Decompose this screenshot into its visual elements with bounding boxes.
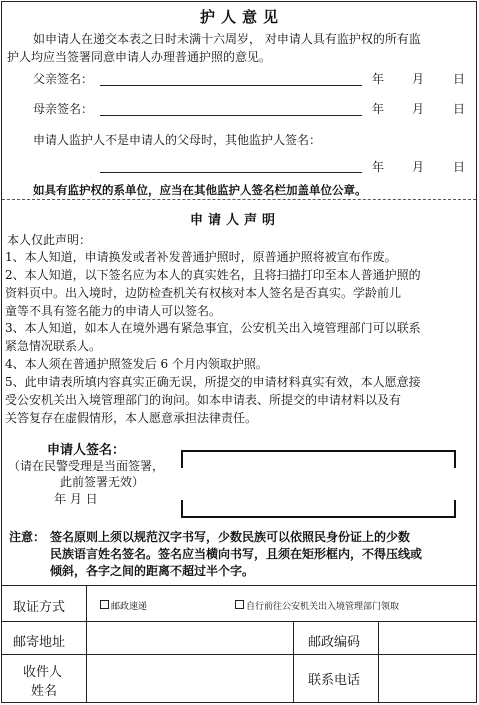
mother-month: 月: [412, 102, 425, 116]
other-guardian-sign-line[interactable]: [100, 172, 362, 173]
declaration-line: 资料页中。出入境时，边防检查机关有权核对本人签名是否真实。学龄前儿: [5, 286, 402, 300]
signature-box-bottom: [181, 516, 456, 518]
option-post-express[interactable]: [100, 599, 147, 612]
table-col-border: [86, 585, 87, 703]
signature-box-corner: [181, 450, 183, 468]
table-row-border: [2, 621, 476, 622]
mother-day: 日: [453, 102, 466, 116]
declaration-line: 5、此申请表所填内容真实正确无误，所提交的申请材料真实有效，本人愿意接: [5, 375, 421, 389]
applicant-sign-label: 申请人签名：: [47, 443, 126, 458]
other-year: 年: [372, 160, 385, 174]
table-col-border: [293, 621, 294, 703]
note-label: 注意：: [9, 530, 46, 544]
other-day: 日: [453, 160, 466, 174]
postcode-label: 邮政编码: [308, 635, 361, 650]
unit-seal-note: 如具有监护权的系单位，应当在其他监护人签名栏加盖单位公章。: [33, 183, 367, 197]
signature-box[interactable]: [181, 450, 456, 518]
table-col-border: [378, 621, 379, 703]
guardian-title: 护人意见: [200, 8, 285, 26]
recipient-label-2: 姓名: [31, 684, 58, 699]
mother-sign-label: 母亲签名：: [33, 102, 94, 116]
option-post-label: 邮政速递: [111, 602, 148, 612]
father-sign-label: 父亲签名：: [33, 72, 94, 86]
mail-address-label: 邮寄地址: [13, 635, 66, 650]
father-month: 月: [412, 72, 425, 86]
declaration-line: 4、本人须在普通护照签发后 6 个月内领取护照。: [5, 357, 268, 371]
declaration-line: 童等不具有签名能力的申请人可以签名。: [5, 304, 222, 318]
declaration-lead: 本人仅此声明：: [7, 233, 92, 247]
mother-year: 年: [372, 102, 385, 116]
guardian-intro-line2: 护人均应当签署同意申请人办理普通护照的意见。: [7, 50, 272, 64]
note-line: 民族语言姓名签名。签名应当横向书写，且须在矩形框内，不得压线或: [50, 547, 423, 561]
signature-box-corner: [454, 500, 456, 518]
sign-note-1: （请在民警受理是当面签署，: [8, 459, 165, 473]
note-line: 倾斜，各字之间的距离不超过半个字。: [50, 564, 255, 578]
signature-box-top: [181, 450, 456, 452]
option-self-pickup[interactable]: [235, 599, 399, 612]
declaration-line: 2、本人知道，以下签名应为本人的真实姓名，且将扫描打印至本人普通护照的: [5, 268, 421, 282]
checkbox-icon[interactable]: [100, 600, 109, 609]
declaration-line: 关答复存在虚假情形，本人愿意承担法律责任。: [5, 411, 258, 425]
collect-method-label: 取证方式: [13, 600, 66, 615]
option-self-label: 自行前往公安机关出入境管理部门领取: [246, 602, 400, 612]
phone-label: 联系电话: [308, 673, 361, 688]
sign-date: 年 月 日: [54, 492, 98, 506]
declaration-title: 申请人声明: [190, 213, 281, 228]
table-row-border: [2, 654, 476, 655]
other-month: 月: [412, 160, 425, 174]
father-year: 年: [372, 72, 385, 86]
recipient-label-1: 收件人: [23, 665, 63, 680]
father-sign-line[interactable]: [100, 85, 362, 86]
declaration-line: 1、本人知道，申请换发或者补发普通护照时，原普通护照将被宣布作废。: [5, 250, 397, 264]
signature-box-corner: [181, 500, 183, 518]
signature-box-corner: [454, 450, 456, 468]
sign-note-2: 此前签署无效）: [60, 475, 145, 489]
table-top-border: [2, 585, 476, 586]
declaration-line: 紧急情况联系人。: [5, 339, 102, 353]
other-guardian-label: 申请人监护人不是申请人的父母时，其他监护人签名：: [33, 133, 322, 147]
declaration-line: 3、本人知道，如本人在境外遇有紧急事宜，公安机关出入境管理部门可以联系: [5, 321, 421, 335]
guardian-intro-line1: 如申请人在递交本表之日时未满十六周岁， 对申请人具有监护权的所有监: [33, 32, 421, 46]
declaration-line: 受公安机关出入境管理部门的询问。如本申请表、所提交的申请材料以及有: [5, 393, 402, 407]
mother-sign-line[interactable]: [100, 115, 362, 116]
father-day: 日: [453, 72, 466, 86]
section-divider: [2, 199, 476, 200]
note-line: 签名原则上须以规范汉字书写，少数民族可以依照民身份证上的少数: [50, 530, 411, 544]
checkbox-icon[interactable]: [235, 600, 244, 609]
